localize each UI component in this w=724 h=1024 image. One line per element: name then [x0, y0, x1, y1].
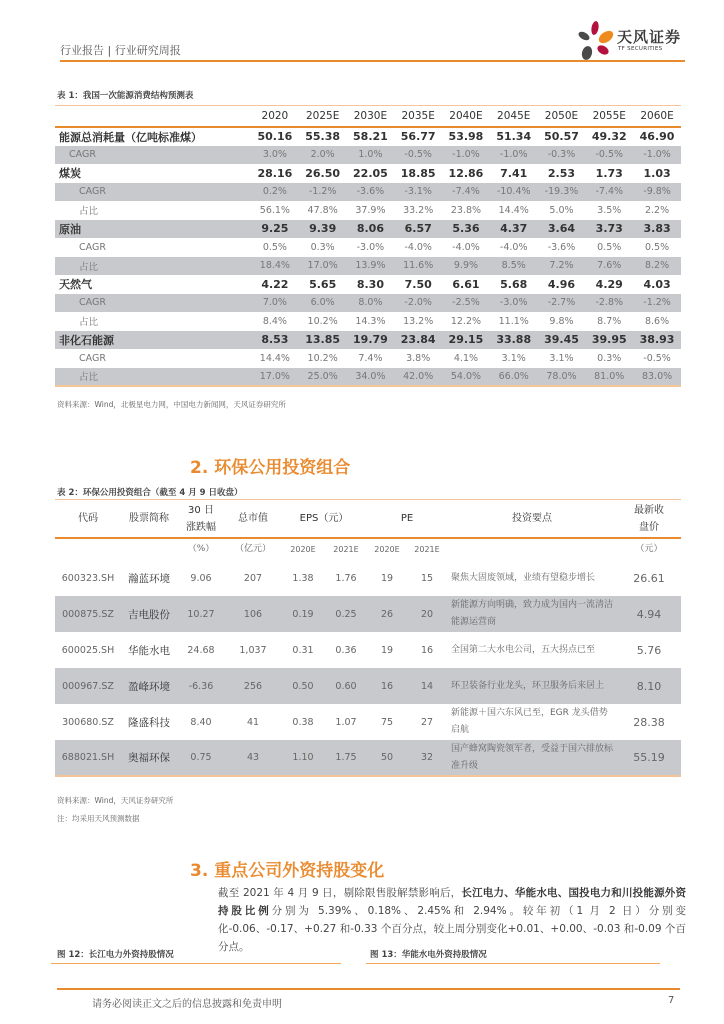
table-row: [55, 238, 681, 257]
table-cell: 11.1%: [498, 315, 529, 327]
cell-code: 000967.SZ: [55, 668, 121, 704]
cell-pe2020: 16: [367, 668, 407, 704]
table-cell: 18.4%: [251, 257, 299, 276]
portfolio-table: [55, 500, 681, 777]
table-cell: 12.2%: [450, 315, 482, 327]
table-cell: -1.2%: [299, 183, 347, 202]
table-cell: 28.16: [257, 166, 293, 180]
table-cell: -7.4%: [585, 183, 633, 202]
table-cell: 9.25: [251, 220, 299, 239]
table-row: [55, 331, 681, 350]
cell-change: 0.75: [177, 740, 225, 776]
table-cell: 33.88: [490, 331, 538, 350]
unit-price: （元）: [635, 544, 663, 554]
table-cell: 0.5%: [597, 241, 622, 253]
table-cell: 3.73: [585, 220, 633, 239]
cell-eps2021: 1.07: [335, 716, 357, 728]
table-cell: 42.0%: [394, 368, 442, 387]
cell-code: 300680.SZ: [62, 716, 114, 728]
table-cell: 4.22: [261, 277, 289, 291]
table-cell: -3.0%: [356, 241, 385, 253]
table-cell: 4.96: [547, 277, 576, 291]
table-cell: -9.8%: [633, 183, 681, 202]
flower-logo-icon: [575, 20, 615, 62]
table-cell: 38.93: [633, 331, 681, 350]
cell-name: 隆盛科技: [128, 716, 170, 729]
cell-mcap: 256: [225, 668, 281, 704]
table-cell: 8.6%: [644, 315, 670, 327]
cell-eps2020: 0.31: [292, 644, 314, 656]
unit-mcap: （亿元）: [234, 544, 271, 554]
cell-price: 28.38: [633, 715, 665, 729]
table2-caption: 表 2：环保公用投资组合（截至 4 月 9 日收盘）: [57, 488, 243, 498]
cell-change: 8.40: [190, 716, 212, 728]
table1-col-header: 2035E: [394, 106, 442, 127]
cell-eps2021: 0.25: [325, 596, 367, 632]
table2-source: 资料来源：Wind，天风证券研究所: [57, 796, 174, 805]
energy-consumption-table: [55, 106, 681, 387]
table-row: [55, 704, 681, 740]
table-row: [55, 368, 681, 387]
cell-price: 8.10: [617, 668, 681, 704]
cell-eps2020: 0.38: [292, 716, 314, 728]
table-row: [55, 146, 681, 165]
cell-price: 5.76: [636, 643, 662, 657]
table1-col-header: [55, 106, 251, 127]
row-label: CAGR: [55, 146, 251, 165]
table-row: [55, 183, 681, 202]
cell-code: 688021.SH: [55, 740, 121, 776]
table-cell: 5.68: [500, 277, 528, 291]
table-cell: 14.4%: [259, 352, 290, 364]
cell-pe2021: 20: [407, 596, 447, 632]
table-cell: 5.36: [442, 220, 490, 239]
page-number: 7: [668, 995, 675, 1006]
table-cell: 14.4%: [498, 204, 529, 216]
row-label: CAGR: [79, 241, 106, 253]
table1-col-header: 2060E: [633, 106, 681, 127]
row-label: 占比: [55, 257, 251, 276]
table-row: [55, 257, 681, 276]
table-cell: 7.0%: [251, 294, 299, 313]
table1-col-header: 2050E: [538, 106, 586, 127]
table1-source: 资料来源：Wind，北极星电力网，中国电力新闻网，天风证券研究所: [57, 400, 286, 409]
row-label: CAGR: [79, 352, 106, 364]
table-cell: 10.2%: [307, 352, 338, 364]
table-cell: 81.0%: [585, 368, 633, 387]
table-cell: 8.2%: [633, 257, 681, 276]
cell-pe2020: 50: [367, 740, 407, 776]
table-cell: 3.0%: [251, 146, 299, 165]
cell-eps2021: 0.36: [335, 644, 357, 656]
cell-eps2020: 1.38: [292, 572, 314, 584]
table-cell: -1.2%: [633, 294, 681, 313]
figure12-rule: [51, 963, 341, 964]
row-label: 占比: [79, 317, 99, 329]
table-cell: -3.6%: [547, 241, 576, 253]
table-cell: 0.5%: [262, 241, 287, 253]
cell-pe2020: 26: [367, 596, 407, 632]
footer-rule: [57, 988, 680, 990]
table-cell: 2.2%: [644, 204, 670, 216]
table-cell: 10.2%: [307, 315, 338, 327]
cell-mcap: 106: [225, 596, 281, 632]
cell-change: 9.06: [190, 572, 212, 584]
table-cell: 50.57: [544, 130, 579, 144]
table-cell: 0.3%: [310, 241, 335, 253]
table-cell: 49.32: [591, 130, 627, 144]
table2-note: 注：均采用天风预测数据: [57, 814, 140, 823]
row-label: 非化石能源: [55, 331, 251, 350]
table-cell: 26.50: [305, 166, 341, 180]
table-cell: 17.0%: [299, 257, 347, 276]
cell-pe2020: 75: [380, 716, 394, 728]
table-cell: 39.45: [538, 331, 586, 350]
table-cell: 11.6%: [394, 257, 442, 276]
table-cell: -1.0%: [490, 146, 538, 165]
col-mcap: 总市值: [225, 500, 281, 538]
table-cell: 37.9%: [355, 204, 386, 216]
col-change: 30 日 涨跌幅: [177, 500, 225, 538]
table-cell: -2.8%: [585, 294, 633, 313]
row-label: 原油: [55, 220, 251, 239]
table-cell: 12.86: [448, 166, 484, 180]
figure13-rule: [366, 963, 660, 964]
table-cell: -10.4%: [490, 183, 538, 202]
cell-pe2021: 16: [420, 644, 434, 656]
table2-header-row: [55, 500, 681, 538]
table-row: [55, 596, 681, 632]
cell-mcap: 1,037: [239, 644, 267, 656]
unit-pe2021: 2021E: [414, 545, 440, 554]
table-cell: 83.0%: [633, 368, 681, 387]
table-cell: -3.1%: [394, 183, 442, 202]
table-cell: 29.15: [442, 331, 490, 350]
table-cell: 19.79: [347, 331, 395, 350]
table-cell: 66.0%: [490, 368, 538, 387]
table-cell: 23.84: [394, 331, 442, 350]
table-cell: 39.95: [585, 331, 633, 350]
cell-point: 全国第二大水电公司，五大拐点已至: [451, 644, 596, 655]
table-cell: -0.5%: [394, 146, 442, 165]
cell-pe2020: 19: [380, 644, 394, 656]
cell-eps2021: 0.60: [325, 668, 367, 704]
table-cell: 3.1%: [501, 352, 526, 364]
table-cell: 7.50: [404, 277, 432, 291]
cell-eps2020: 1.10: [281, 740, 325, 776]
cell-name: 盈峰环境: [121, 668, 177, 704]
table-cell: 13.9%: [347, 257, 395, 276]
table-cell: 56.1%: [259, 204, 290, 216]
table-row: [55, 632, 681, 668]
table-cell: 13.85: [299, 331, 347, 350]
table-cell: 22.05: [353, 166, 388, 180]
table-cell: 58.21: [353, 130, 388, 144]
row-label: 煤炭: [59, 167, 81, 181]
foreign-holding-paragraph: 截至 2021 年 4 月 9 日，剔除限售股解禁影响后，长江电力、华能水电、国投电力和川投能源外资持股比例分别为 5.39%、0.18%、2.45%和 2.94%。较年初（1 月 2 日）分别变化-0.06、-0.17、+0.27 和-0.33 个百分点，较上周分别变化+0.01、+0.00、-0.03 和-0.09 个百分点。: [218, 887, 687, 953]
table-cell: 4.1%: [453, 352, 479, 364]
table-cell: -3.0%: [490, 294, 538, 313]
table-cell: 23.8%: [450, 204, 482, 216]
cell-name: 吉电股份: [121, 596, 177, 632]
cell-name: 华能水电: [128, 644, 170, 657]
table-row: [55, 220, 681, 239]
cell-point: 聚焦大固废领域，业绩有望稳步增长: [451, 572, 596, 583]
cell-change: -6.36: [177, 668, 225, 704]
cell-point: 新能源＋国六东风已至，EGR 龙头借势启航: [451, 708, 608, 735]
table-cell: 13.2%: [403, 315, 434, 327]
table-cell: 7.2%: [538, 257, 586, 276]
table-cell: 4.03: [643, 277, 671, 291]
table-cell: -4.0%: [404, 241, 432, 253]
table-cell: 34.0%: [347, 368, 395, 387]
table-cell: 5.0%: [549, 204, 574, 216]
table-cell: 1.0%: [347, 146, 395, 165]
table-cell: 14.3%: [355, 315, 386, 327]
table-row: [55, 294, 681, 313]
cell-eps2021: 1.76: [335, 572, 357, 584]
cell-pe2021: 27: [420, 716, 434, 728]
col-eps: EPS（元）: [281, 500, 367, 538]
figure12-caption: 图 12：长江电力外资持股情况: [57, 950, 174, 960]
table-cell: -0.5%: [643, 352, 671, 364]
table-cell: 1.03: [643, 166, 671, 180]
row-label: CAGR: [55, 294, 251, 313]
section2-title: 2. 环保公用投资组合: [190, 458, 351, 478]
cell-mcap: 41: [246, 716, 260, 728]
col-price: 最新收 盘价: [617, 500, 681, 538]
table-cell: 18.85: [400, 166, 436, 180]
table-cell: 8.53: [251, 331, 299, 350]
table-cell: 6.57: [394, 220, 442, 239]
table-cell: 8.0%: [347, 294, 395, 313]
table-cell: 8.30: [356, 277, 384, 291]
table1-col-header: 2040E: [442, 106, 490, 127]
cell-mcap: 43: [225, 740, 281, 776]
figure13-caption: 图 13：华能水电外资持股情况: [370, 950, 487, 960]
cell-pe2020: 19: [380, 572, 394, 584]
cell-name: 瀚蓝环境: [128, 572, 170, 585]
table-row: [55, 275, 681, 294]
table-cell: 9.39: [299, 220, 347, 239]
cell-eps2020: 0.50: [281, 668, 325, 704]
cell-change: 24.68: [187, 644, 215, 656]
cell-change: 10.27: [177, 596, 225, 632]
page-header: [60, 0, 685, 62]
breadcrumb: 行业报告 | 行业研究周报: [60, 44, 181, 57]
table1-col-header: 2030E: [347, 106, 395, 127]
table-cell: -3.6%: [347, 183, 395, 202]
table-cell: -7.4%: [442, 183, 490, 202]
row-label: 天然气: [59, 278, 92, 292]
col-code: 代码: [55, 500, 121, 538]
table-cell: 54.0%: [442, 368, 490, 387]
cell-price: 4.94: [617, 596, 681, 632]
unit-pe2020: 2020E: [374, 545, 400, 554]
table-cell: 7.41: [500, 166, 528, 180]
cell-eps2020: 0.19: [281, 596, 325, 632]
table1-col-header: 2025E: [299, 106, 347, 127]
table-cell: 4.37: [490, 220, 538, 239]
table-cell: 56.77: [400, 130, 436, 144]
table-cell: -0.3%: [538, 146, 586, 165]
table-row: [55, 312, 681, 331]
table-cell: 8.5%: [490, 257, 538, 276]
table-cell: 8.06: [347, 220, 395, 239]
table-row: [55, 740, 681, 776]
table-cell: 1.73: [595, 166, 623, 180]
table-row: [55, 127, 681, 146]
table-cell: -4.0%: [499, 241, 528, 253]
cell-point: 环卫装备行业龙头，环卫服务后来居上: [447, 668, 617, 704]
table-cell: 2.53: [547, 166, 576, 180]
table-cell: 55.38: [305, 130, 341, 144]
table-cell: -2.5%: [442, 294, 490, 313]
logo-text-en: TF SECURITIES: [618, 46, 663, 52]
unit-change: （%）: [187, 544, 215, 554]
table-cell: -0.5%: [585, 146, 633, 165]
row-label: 能源总消耗量（亿吨标准煤）: [59, 130, 202, 144]
table-cell: 3.5%: [597, 204, 622, 216]
row-label: 占比: [55, 368, 251, 387]
table-cell: 7.4%: [358, 352, 383, 364]
table-cell: 6.0%: [299, 294, 347, 313]
table-cell: 51.34: [496, 130, 532, 144]
table-cell: 33.2%: [403, 204, 434, 216]
table-cell: -4.0%: [452, 241, 480, 253]
table2-units-row: [55, 538, 681, 560]
table-row: [55, 201, 681, 220]
table-cell: 3.83: [633, 220, 681, 239]
table-cell: 7.6%: [585, 257, 633, 276]
cell-pe2021: 32: [407, 740, 447, 776]
unit-eps2021: 2021E: [333, 545, 359, 554]
col-pe: PE: [367, 500, 447, 538]
table-cell: 0.3%: [597, 352, 622, 364]
table-cell: -1.0%: [442, 146, 490, 165]
table-cell: 9.9%: [442, 257, 490, 276]
row-label: 占比: [79, 206, 99, 218]
table-cell: -19.3%: [538, 183, 586, 202]
table-cell: 17.0%: [251, 368, 299, 387]
table-cell: 46.90: [639, 130, 675, 144]
table-cell: 3.1%: [549, 352, 574, 364]
footer-disclaimer: 请务必阅读正文之后的信息披露和免责申明: [92, 999, 282, 1010]
table1-col-header: 2045E: [490, 106, 538, 127]
cell-code: 000875.SZ: [55, 596, 121, 632]
table1-header-row: [55, 106, 681, 127]
cell-code: 600323.SH: [61, 572, 115, 584]
tf-securities-logo: [575, 20, 685, 62]
cell-mcap: 207: [243, 572, 263, 584]
table-cell: 50.16: [257, 130, 293, 144]
col-name: 股票简称: [121, 500, 177, 538]
table-cell: 8.4%: [262, 315, 287, 327]
cell-pe2021: 15: [420, 572, 434, 584]
table-row: [55, 668, 681, 704]
table-cell: 0.5%: [644, 241, 670, 253]
cell-name: 奥福环保: [121, 740, 177, 776]
table-cell: -2.0%: [394, 294, 442, 313]
table-cell: 78.0%: [538, 368, 586, 387]
table-cell: -1.0%: [633, 146, 681, 165]
table-cell: 47.8%: [307, 204, 338, 216]
unit-eps2020: 2020E: [290, 545, 316, 554]
logo-text-cn: 天风证券: [617, 28, 682, 46]
cell-price: 26.61: [633, 571, 665, 585]
table-row: [55, 164, 681, 183]
table-cell: 4.29: [595, 277, 623, 291]
table1-col-header: 2020: [251, 106, 299, 127]
table1-col-header: 2055E: [585, 106, 633, 127]
cell-pe2021: 14: [407, 668, 447, 704]
cell-point: 国产蜂窝陶瓷领军者，受益于国六排放标准升级: [447, 740, 617, 776]
table-row: [55, 349, 681, 368]
table-cell: 9.8%: [549, 315, 574, 327]
table-row: [55, 560, 681, 596]
table-cell: 6.61: [452, 277, 480, 291]
table-cell: 25.0%: [299, 368, 347, 387]
col-point: 投资要点: [447, 500, 617, 538]
table-cell: 8.7%: [597, 315, 622, 327]
table-cell: -2.7%: [538, 294, 586, 313]
section3-title: 3. 重点公司外资持股变化: [190, 861, 385, 881]
table-cell: 5.65: [309, 277, 337, 291]
table-cell: 0.2%: [251, 183, 299, 202]
cell-price: 55.19: [617, 740, 681, 776]
cell-eps2021: 1.75: [325, 740, 367, 776]
table-cell: 2.0%: [299, 146, 347, 165]
table-cell: 53.98: [448, 130, 484, 144]
cell-code: 600025.SH: [61, 644, 115, 656]
cell-point: 新能源方向明确，致力成为国内一流清洁能源运营商: [447, 596, 617, 632]
table1-caption: 表 1：我国一次能源消费结构预测表: [57, 91, 194, 101]
row-label: CAGR: [55, 183, 251, 202]
table-cell: 3.8%: [406, 352, 431, 364]
table-cell: 3.64: [538, 220, 586, 239]
